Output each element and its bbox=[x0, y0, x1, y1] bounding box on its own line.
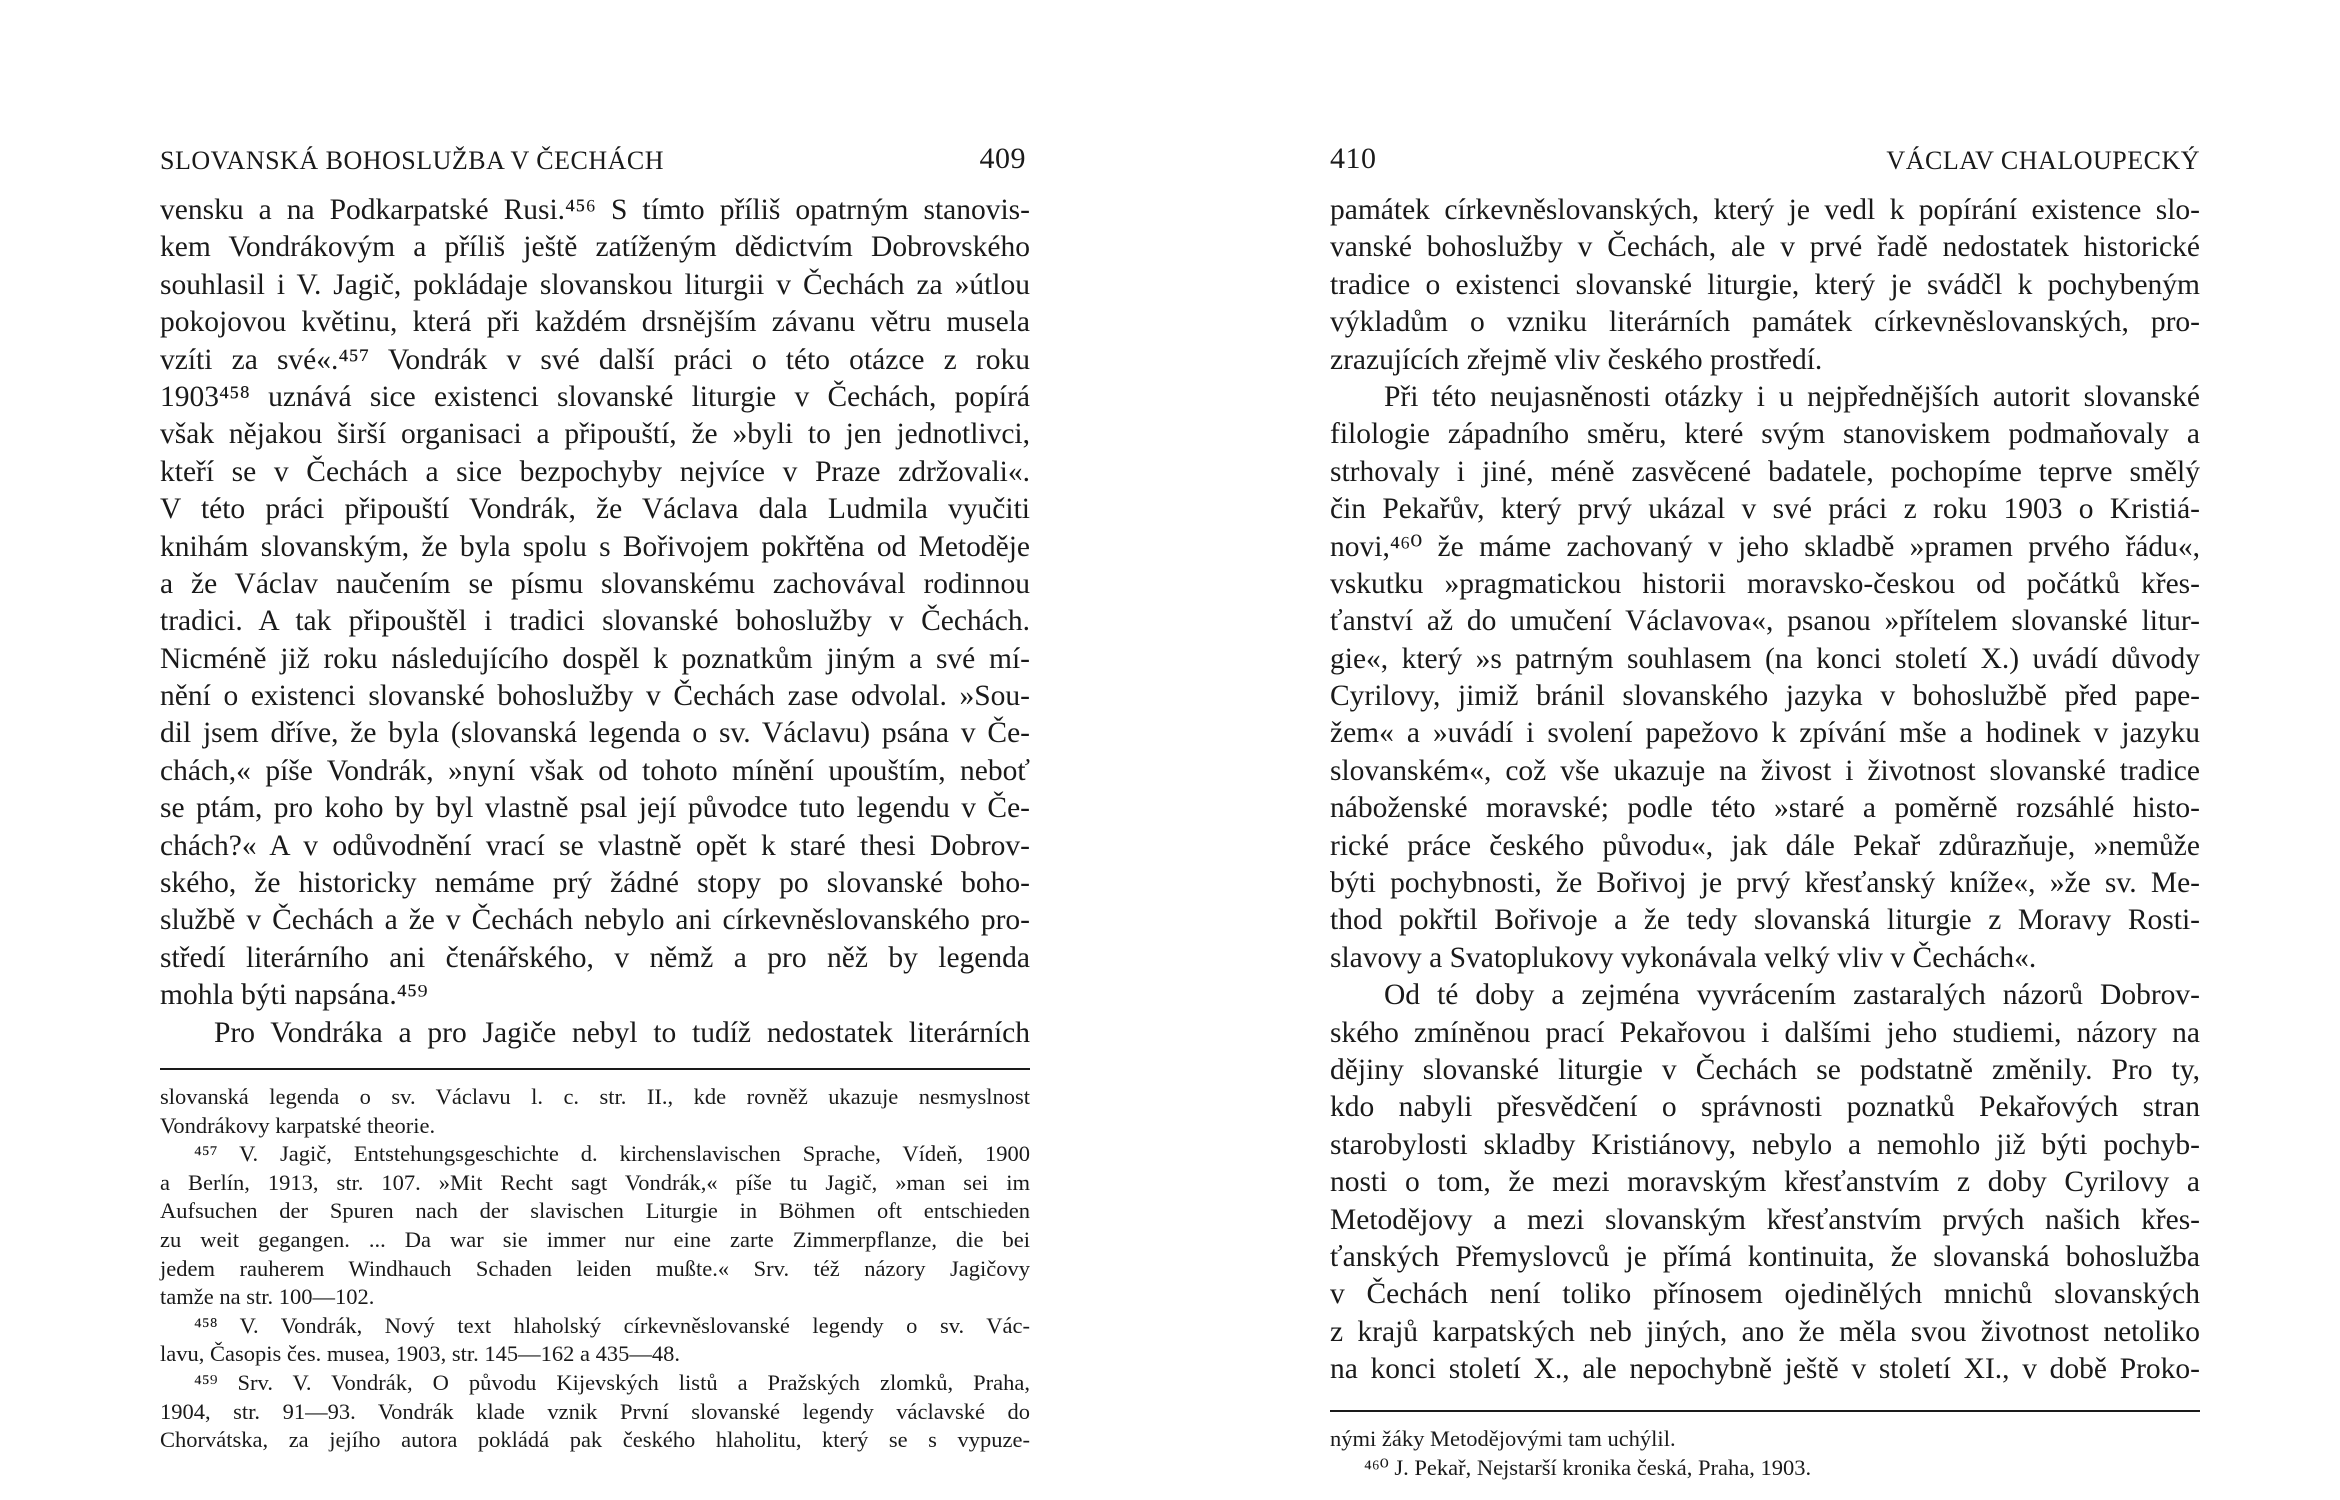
body-line: čin Pekařův, který prvý ukázal v své práci z roku 1903 o Kristiá- bbox=[1330, 493, 2200, 526]
running-head bbox=[160, 142, 1030, 182]
body-line: gie«, který »s patrným souhlasem (na konci století X.) uvádí důvody bbox=[1330, 642, 2200, 675]
footnote-line: 1904, str. 91—93. Vondrák klade vznik První slovanské legendy václavské do bbox=[160, 1398, 1030, 1424]
left-page bbox=[160, 0, 1030, 1500]
body-line: chách?« A v odůvodnění vrací se vlastně opět k staré thesi Dobrov- bbox=[160, 829, 1030, 862]
body-line: ského, že historicky nemáme prý žádné stopy po slovanské boho- bbox=[160, 867, 1030, 900]
footnote-line: ⁴⁵⁹ Srv. V. Vondrák, O původu Kijevských listů a Pražských zlomků, Praha, bbox=[194, 1369, 1030, 1395]
body-text bbox=[160, 192, 1030, 1052]
footnote-line: a Berlín, 1913, str. 107. »Mit Recht sagt Vondrák,« píše tu Jagič, »man sei im bbox=[160, 1169, 1030, 1195]
body-line: se ptám, pro koho by byl vlastně psal její původce tuto legendu v Če- bbox=[160, 792, 1030, 825]
body-text bbox=[1330, 192, 2200, 1389]
body-line: starobylosti skladby Kristiánovy, nebylo a nemohlo již býti pochyb- bbox=[1330, 1128, 2200, 1161]
body-line: V této práci připouští Vondrák, že Václava dala Ludmila vyučiti bbox=[160, 493, 1030, 526]
body-line: strhovaly i jiné, méně zasvěcené badatele, pochopíme teprve smělý bbox=[1330, 455, 2200, 488]
footnote-line: ⁴⁵⁷ V. Jagič, Entstehungsgeschichte d. kirchenslavischen Sprache, Vídeň, 1900 bbox=[194, 1141, 1030, 1167]
body-line: z krajů karpatských neb jiných, ano že měla svou životnost netoliko bbox=[1330, 1315, 2200, 1348]
body-line: kdo nabyli přesvědčení o správnosti poznatků Pekařových stran bbox=[1330, 1091, 2200, 1124]
body-line: chách,« píše Vondrák, »nyní však od tohoto mínění upouštím, neboť bbox=[160, 754, 1030, 787]
body-line: tradici. A tak připouštěl i tradici slovanské bohoslužby v Čechách. bbox=[160, 605, 1030, 638]
body-line: nosti o tom, že mezi moravským křesťanstvím z doby Cyrilovy a bbox=[1330, 1166, 2200, 1199]
body-line: náboženské moravské; podle této »staré a poměrně rozsáhlé histo- bbox=[1330, 792, 2200, 825]
body-line: Od té doby a zejména vyvrácením zastaralých názorů Dobrov- bbox=[1384, 979, 2200, 1012]
body-line: výkladům o vzniku literárních památek církevněslovanských, pro- bbox=[1330, 306, 2200, 339]
running-head bbox=[1330, 142, 2200, 182]
footnote-line: nými žáky Metodějovými tam uchýlil. bbox=[1330, 1426, 1676, 1451]
footnote-rule bbox=[160, 1068, 1030, 1070]
body-line: Cyrilovy, jimiž bránil slovanského jazyka v bohoslužbě před pape- bbox=[1330, 680, 2200, 713]
body-line: a že Václav naučením se písmu slovanskému zachovával rodinnou bbox=[160, 567, 1030, 600]
footnotes bbox=[160, 1083, 1030, 1455]
footnote-line: tamže na str. 100—102. bbox=[160, 1284, 375, 1310]
body-line: na konci století X., ale nepochybně ještě v století XI., v době Proko- bbox=[1330, 1353, 2200, 1386]
running-title: VÁCLAV CHALOUPECKÝ bbox=[1886, 146, 2200, 175]
body-line: však nějakou širší organisaci a připouští, že »byli to jen jednotlivci, bbox=[160, 418, 1030, 451]
body-line: dějiny slovanské liturgie v Čechách se podstatně změnily. Pro ty, bbox=[1330, 1053, 2200, 1086]
body-line: Při této neujasněnosti otázky i u nejpřednějších autorit slovanské bbox=[1384, 380, 2200, 413]
body-line: kem Vondrákovým a příliš ještě zatíženým dědictvím Dobrovského bbox=[160, 231, 1030, 264]
footnote-line: Aufsuchen der Spuren nach der slavischen Liturgie in Böhmen oft entschieden bbox=[160, 1198, 1030, 1224]
body-line: dil jsem dříve, že byla (slovanská legenda o sv. Václavu) psána v Če- bbox=[160, 717, 1030, 750]
body-line: Metodějovy a mezi slovanským křesťanstvím prvých našich křes- bbox=[1330, 1203, 2200, 1236]
body-line: pokojovou květinu, která při každém drsnějším závanu větru musela bbox=[160, 306, 1030, 339]
body-line: mohla býti napsána.⁴⁵⁹ bbox=[160, 979, 428, 1012]
footnote-line: Vondrákovy karpatské theorie. bbox=[160, 1112, 436, 1138]
body-line: rické práce českého původu«, jak dále Pekař zdůrazňuje, »nemůže bbox=[1330, 829, 2200, 862]
footnote-line: lavu, Časopis čes. musea, 1903, str. 145—162 a 435—48. bbox=[160, 1341, 680, 1367]
body-line: filologie západního směru, které svým stanoviskem podmaňovaly a bbox=[1330, 418, 2200, 451]
body-line: ťanských Přemyslovců je přímá kontinuita, že slovanská bohoslužba bbox=[1330, 1240, 2200, 1273]
footnote-line: zu weit gegangen. ... Da war sie immer nur eine zarte Zimmerpflanze, die bei bbox=[160, 1226, 1030, 1252]
body-line: zrazujících zřejmě vliv českého prostředí. bbox=[1330, 343, 1823, 376]
right-page bbox=[1330, 0, 2200, 1500]
body-line: slovanském«, což vše ukazuje na živost i životnost slovanské tradice bbox=[1330, 754, 2200, 787]
body-line: v Čechách není toliko přínosem ojedinělých mnichů slovanských bbox=[1330, 1278, 2200, 1311]
page-number: 409 bbox=[979, 142, 1026, 175]
body-line: 1903⁴⁵⁸ uznává sice existenci slovanské liturgie v Čechách, popírá bbox=[160, 380, 1030, 413]
body-line: kteří se v Čechách a sice bezpochyby nejvíce v Praze zdržovali«. bbox=[160, 455, 1030, 488]
body-line: souhlasil i V. Jagič, pokládaje slovanskou liturgii v Čechách za »útlou bbox=[160, 268, 1030, 301]
footnote-line: ⁴⁵⁸ V. Vondrák, Nový text hlaholský církevněslovanské legendy o sv. Vác- bbox=[194, 1312, 1030, 1338]
body-line: vensku a na Podkarpatské Rusi.⁴⁵⁶ S tímto příliš opatrným stanovis- bbox=[160, 194, 1030, 226]
body-line: ského zmíněnou prací Pekařovou i dalšími jeho studiemi, názory na bbox=[1330, 1016, 2200, 1049]
body-line: knihám slovanským, že byla spolu s Bořivojem pokřtěna od Metoděje bbox=[160, 530, 1030, 563]
body-line: Pro Vondráka a pro Jagiče nebyl to tudíž nedostatek literárních bbox=[214, 1016, 1030, 1049]
body-line: Nicméně již roku následujícího dospěl k poznatkům jiným a své mí- bbox=[160, 642, 1030, 675]
footnote-line: jedem rauherem Windhauch Schaden leiden mußte.« Srv. též názory Jagičovy bbox=[160, 1255, 1030, 1281]
body-line: vanské bohoslužby v Čechách, ale v prvé řadě nedostatek historické bbox=[1330, 231, 2200, 264]
body-line: novi,⁴⁶⁰ že máme zachovaný v jeho skladbě »pramen prvého řádu«, bbox=[1330, 530, 2200, 563]
footnote-line: slovanská legenda o sv. Václavu l. c. str. II., kde rovněž ukazuje nesmyslnost bbox=[160, 1084, 1030, 1109]
footnote-rule bbox=[1330, 1410, 2200, 1412]
body-line: ťanství až do umučení Václavova«, psanou »přítelem slovanské litur- bbox=[1330, 605, 2200, 638]
body-line: žem« a »uvádí i svolení papežovo k zpívání mše a hodinek v jazyku bbox=[1330, 717, 2200, 750]
body-line: vskutku »pragmatickou historii moravsko-českou od počátků křes- bbox=[1330, 567, 2200, 600]
footnote-line: ⁴⁶⁰ J. Pekař, Nejstarší kronika česká, Praha, 1903. bbox=[1364, 1454, 1812, 1480]
body-line: službě v Čechách a že v Čechách nebylo ani církevněslovanského pro- bbox=[160, 904, 1030, 937]
body-line: památek církevněslovanských, který je vedl k popírání existence slo- bbox=[1330, 194, 2200, 226]
footnote-line: Chorvátska, za jejího autora pokládá pak českého hlaholitu, který se s vypuze- bbox=[160, 1427, 1030, 1453]
body-line: vzíti za své«.⁴⁵⁷ Vondrák v své další práci o této otázce z roku bbox=[160, 343, 1030, 376]
body-line: tradice o existenci slovanské liturgie, který je svádčl k pochybeným bbox=[1330, 268, 2200, 301]
body-line: slavovy a Svatoplukovy vykonávala velký vliv v Čechách«. bbox=[1330, 941, 2037, 974]
body-line: nění o existenci slovanské bohoslužby v Čechách zase odvolal. »Sou- bbox=[160, 680, 1030, 713]
body-line: středí literárního ani čtenářského, v němž a pro něž by legenda bbox=[160, 941, 1030, 974]
body-line: býti pochybnosti, že Bořivoj je prvý křesťanský kníže«, »že sv. Me- bbox=[1330, 867, 2200, 900]
running-title: SLOVANSKÁ BOHOSLUŽBA V ČECHÁCH bbox=[160, 146, 665, 175]
page-number: 410 bbox=[1330, 142, 1377, 175]
footnotes bbox=[1330, 1425, 2200, 1482]
body-line: thod pokřtil Bořivoje a že tedy slovanská liturgie z Moravy Rosti- bbox=[1330, 904, 2200, 937]
